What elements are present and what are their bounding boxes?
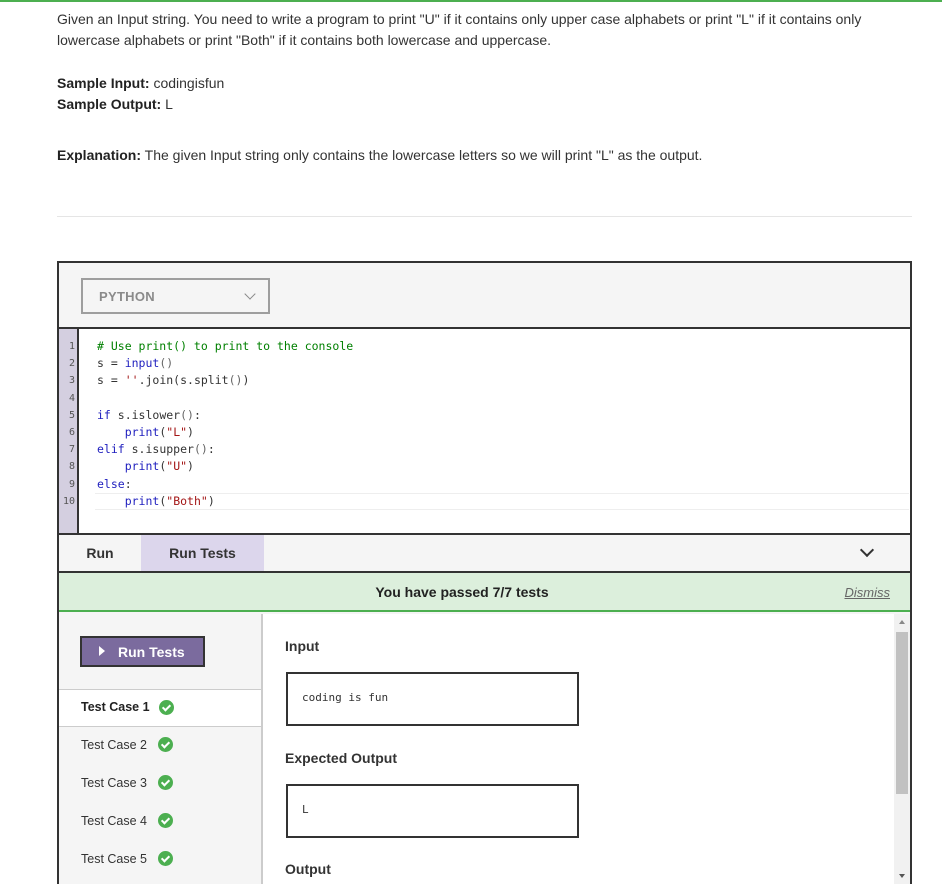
code-line: else: — [97, 476, 132, 491]
top-accent-line — [0, 0, 942, 2]
input-title: Input — [285, 638, 320, 654]
test-results-panel — [59, 614, 910, 884]
line-number: 2 — [68, 358, 75, 370]
output-title: Output — [285, 861, 331, 877]
line-number: 4 — [68, 392, 75, 404]
code-line — [97, 390, 909, 407]
test-result-message: You have passed 7/7 tests — [375, 584, 549, 600]
chevron-down-icon — [244, 288, 255, 299]
code-line: if s.islower(): — [97, 407, 201, 422]
code-line-active: print("Both") — [95, 493, 909, 510]
sample-input-value: codingisfun — [153, 75, 225, 91]
tab-run[interactable]: Run — [86, 545, 114, 561]
scroll-down-icon[interactable] — [899, 874, 905, 878]
test-case-label: Test Case 1 — [81, 700, 150, 714]
code-line: s = input() — [97, 356, 174, 371]
line-number: 6 — [68, 426, 75, 438]
line-number: 8 — [68, 461, 75, 473]
explanation — [57, 145, 912, 166]
test-case-label: Test Case 2 — [81, 738, 148, 752]
test-case-list — [59, 614, 263, 884]
test-case-item[interactable] — [59, 803, 261, 841]
line-number: 5 — [68, 409, 75, 421]
scrollbar-thumb[interactable] — [896, 632, 908, 794]
check-circle-icon — [158, 851, 173, 866]
language-select[interactable] — [81, 278, 270, 314]
expected-output-value: L — [302, 803, 309, 816]
check-circle-icon — [158, 813, 173, 828]
run-tests-button-label: Run Tests — [118, 644, 185, 660]
problem-description: Given an Input string. You need to write a program to print "U" if it contains only upper case alphabets or print "L" if it contains only lowercase alphabets or print "Both" if it contains both lowercase and uppercase. — [57, 11, 862, 48]
detail-scrollbar[interactable] — [894, 614, 910, 884]
line-number: 7 — [68, 444, 75, 456]
check-circle-icon — [158, 775, 173, 790]
chevron-down-icon[interactable] — [860, 543, 874, 557]
code-line: print("L") — [124, 424, 194, 439]
test-case-label: Test Case 3 — [81, 776, 148, 790]
sample-input-label: Sample Input: — [57, 75, 150, 91]
test-case-label: Test Case 4 — [81, 814, 148, 828]
code-line: s = ''.join(s.split()) — [97, 373, 250, 388]
play-icon — [99, 646, 105, 656]
tab-run-tests[interactable]: Run Tests — [141, 535, 264, 571]
line-number: 10 — [62, 495, 75, 507]
language-bar — [59, 263, 910, 329]
code-line: elif s.isupper(): — [97, 442, 215, 457]
section-divider — [57, 216, 912, 217]
test-case-item[interactable] — [59, 765, 261, 803]
test-case-item[interactable] — [59, 727, 261, 765]
sample-block — [57, 73, 912, 115]
line-number: 1 — [68, 341, 75, 352]
explanation-label: Explanation: — [57, 147, 142, 163]
explanation-text: The given Input string only contains the lowercase letters so we will print "L" as the output. — [144, 147, 703, 163]
code-line: print("U") — [124, 459, 194, 474]
expected-output-title: Expected Output — [285, 750, 398, 766]
expected-output-box — [286, 784, 579, 838]
scroll-up-icon[interactable] — [899, 620, 905, 624]
run-tests-button[interactable] — [80, 636, 205, 667]
check-circle-icon — [158, 737, 173, 752]
dismiss-link[interactable]: Dismiss — [844, 585, 890, 600]
test-case-label: Test Case 5 — [81, 852, 148, 866]
test-result-banner — [59, 573, 910, 612]
line-number-gutter — [59, 329, 79, 533]
test-case-item[interactable] — [59, 689, 261, 727]
line-number: 9 — [68, 478, 75, 490]
sample-output — [57, 94, 912, 115]
language-select-label: PYTHON — [99, 289, 155, 304]
problem-statement — [57, 9, 912, 166]
code-lines[interactable] — [97, 338, 909, 510]
input-value: coding is fun — [302, 691, 389, 704]
console-tabs — [59, 535, 910, 573]
sample-input — [57, 73, 912, 94]
input-box — [286, 672, 579, 726]
test-case-detail — [265, 614, 910, 884]
code-line: # Use print() to print to the console — [97, 339, 354, 353]
code-editor-panel — [57, 261, 912, 884]
line-number: 3 — [68, 375, 75, 387]
test-case-item[interactable] — [59, 841, 261, 879]
sample-output-value: L — [165, 96, 173, 112]
code-area[interactable] — [59, 329, 910, 535]
check-circle-icon — [159, 700, 174, 715]
sample-output-label: Sample Output: — [57, 96, 162, 112]
